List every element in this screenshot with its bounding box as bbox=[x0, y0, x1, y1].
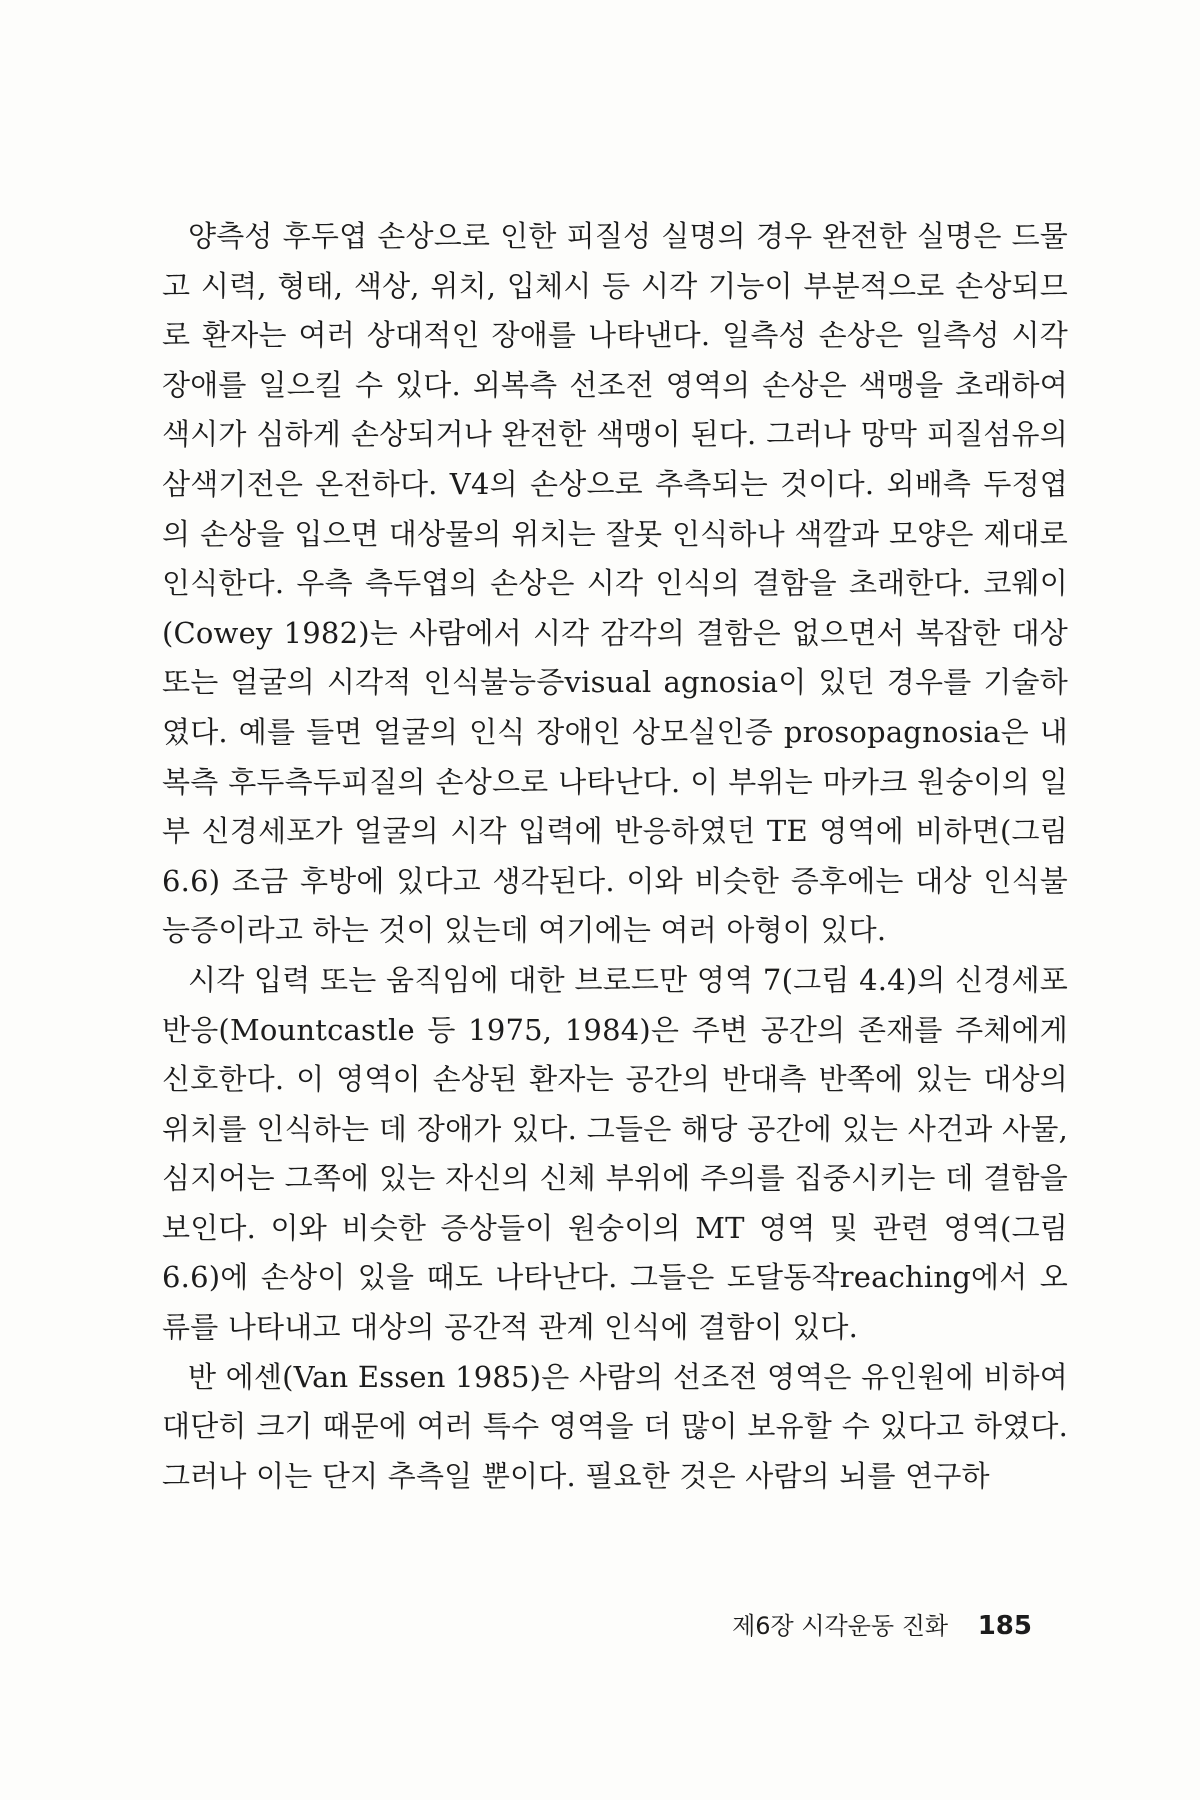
paragraph-brodmann-area-7: 시각 입력 또는 움직임에 대한 브로드만 영역 7(그림 4.4)의 신경세포반응(Mountcastle 등 1975, 1984)은 주변 공간의 존재를 주체에게 신호한다. 이 영역이 손상된 환자는 공간의 반대측 반쪽에 있는 대상의 위치를 인식하는 데 장애가 있다. 그들은 해당 공간에 있는 사건과 사물, 심지어는 그쪽에 있는 자신의 신체 부위에 주의를 집중시키는 데 결함을 보인다. 이와 비슷한 증상들이 원숭이의 MT 영역 및 관련 영역(그림 6.6)에 손상이 있을 때도 나타난다. 그들은 도달동작reaching에서 오류를 나타내고 대상의 공간적 관계 인식에 결함이 있다. bbox=[162, 962, 1068, 1345]
body-text bbox=[162, 212, 1068, 1501]
paragraph-cortical-blindness: 양측성 후두엽 손상으로 인한 피질성 실명의 경우 완전한 실명은 드물고 시력, 형태, 색상, 위치, 입체시 등 시각 기능이 부분적으로 손상되므로 환자는 여러 상대적인 장애를 나타낸다. 일측성 손상은 일측성 시각장애를 일으킬 수 있다. 외복측 선조전 영역의 손상은 색맹을 초래하여 색시가 심하게 손상되거나 완전한 색맹이 된다. 그러나 망막 피질섬유의 삼색기전은 온전하다. V4의 손상으로 추측되는 것이다. 외배측 두정엽의 손상을 입으면 대상물의 위치는 잘못 인식하나 색깔과 모양은 제대로 인식한다. 우측 측두엽의 손상은 시각 인식의 결함을 초래한다. 코웨이(Cowey 1982)는 사람에서 시각 감각의 결함은 없으면서 복잡한 대상 또는 얼굴의 시각적 인식불능증visual agnosia이 있던 경우를 기술하였다. 예를 들면 얼굴의 인식 장애인 상모실인증 prosopagnosia은 내복측 후두측두피질의 손상으로 나타난다. 이 부위는 마카크 원숭이의 일부 신경세포가 얼굴의 시각 입력에 반응하였던 TE 영역에 비하면(그림 6.6) 조금 후방에 있다고 생각된다. 이와 비슷한 증후에는 대상 인식불능증이라고 하는 것이 있는데 여기에는 여러 아형이 있다. bbox=[162, 219, 1068, 948]
page-footer bbox=[732, 1606, 1032, 1641]
page-number: 185 bbox=[977, 1611, 1032, 1641]
running-chapter-title: 제6장 시각운동 진화 bbox=[732, 1612, 949, 1640]
paragraph-van-essen: 반 에센(Van Essen 1985)은 사람의 선조전 영역은 유인원에 비하여 대단히 크기 때문에 여러 특수 영역을 더 많이 보유할 수 있다고 하였다. 그러나 이는 단지 추측일 뿐이다. 필요한 것은 사람의 뇌를 연구하 bbox=[162, 1359, 1068, 1493]
